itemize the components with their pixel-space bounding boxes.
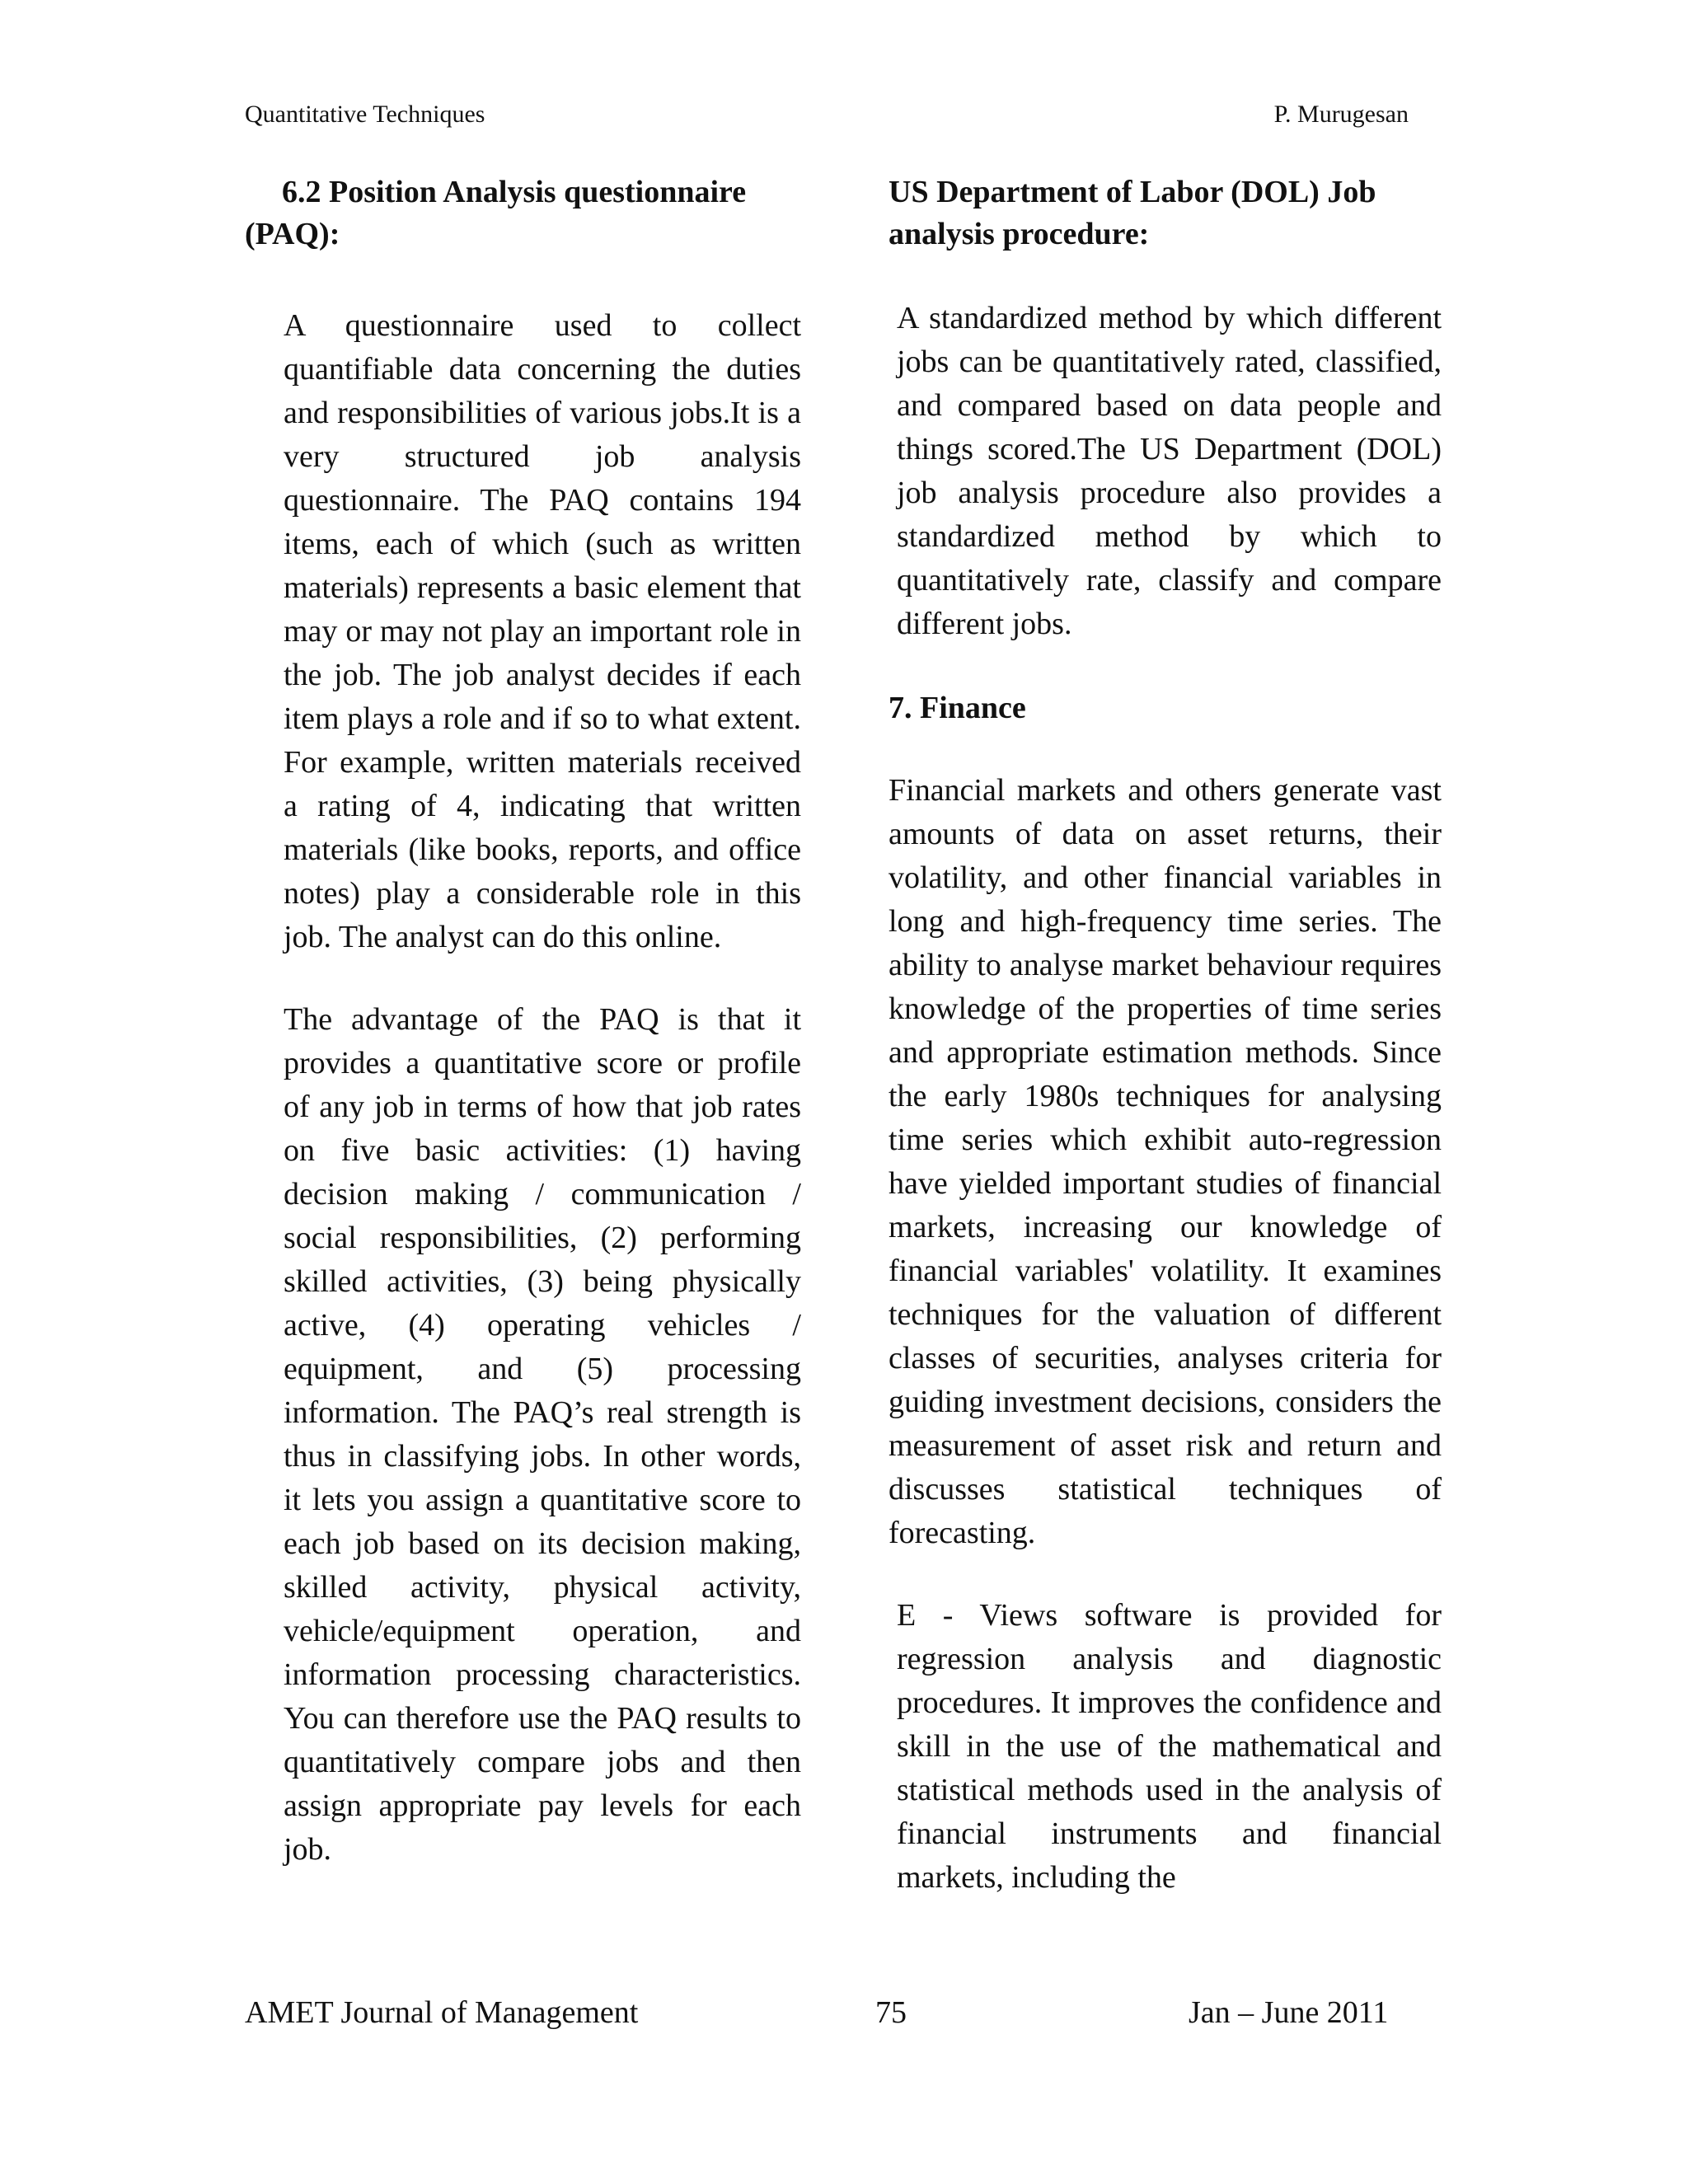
header-subject: Quantitative Techniques [245,101,485,128]
footer-journal-name: AMET Journal of Management [245,1995,639,2030]
paq-definition-paragraph: A questionnaire used to collect quantifiable data concerning the duties and responsibilities of various jobs.It is a very structured job analysis questionnaire. The PAQ contains 194 items, each of which (such as written materials) represents a basic element that may or may not play an important role in the job. The job analyst decides if each item plays a role and if so to what extent. For example, written materials received a rating of 4, indicating that written materials (like books, reports, and office notes) play a considerable role in this job. The analyst can do this online. [284,308,801,954]
footer-page-number: 75 [875,1995,907,2030]
dol-definition-paragraph: A standardized method by which different jobs can be quantitatively rated, classified, and compared based on data people and things scored.The US Department (DOL) job analysis procedure also provides a standardized method by which to quantitatively rate, classify and compare different jobs. [897,301,1442,641]
section-heading-dol: US Department of Labor (DOL) Job analysis procedure: [889,175,1376,251]
eviews-paragraph: E - Views software is provided for regression analysis and diagnostic procedures. It improves the confidence and skill in the use of the mathematical and statistical methods used in the analysis of financial instruments and financial markets, including the [897,1598,1442,1895]
left-column [245,171,801,1872]
section-heading-paq: 6.2 Position Analysis questionnaire (PAQ): [245,175,747,251]
footer-issue-date: Jan – June 2011 [1189,1995,1389,2030]
right-column [889,171,1442,1900]
running-footer [245,1994,1399,2036]
finance-paragraph: Financial markets and others generate vast amounts of data on asset returns, their volatility, and other financial variables in long and high-frequency time series. The ability to analyse market behaviour requires knowledge of the properties of time series and appropriate estimation methods. Since the early 1980s techniques for analysing time series which exhibit auto-regression have yielded important studies of financial markets, increasing our knowledge of financial variables' volatility. It examines techniques for the valuation of different classes of securities, analyses criteria for guiding investment decisions, considers the measurement of asset risk and return and discusses statistical techniques of forecasting. [889,773,1442,1550]
running-header [245,101,1409,129]
header-author: P. Murugesan [1273,101,1409,128]
paq-advantage-paragraph: The advantage of the PAQ is that it provides a quantitative score or profile of any job in terms of how that job rates on five basic activities: (1) having decision making / communication / social responsibilities, (2) performing skilled activities, (3) being physically active, (4) operating vehicles / equipment, and (5) processing information. The PAQ’s real strength is thus in classifying jobs. In other words, it lets you assign a quantitative score to each job based on its decision making, skilled activity, physical activity, vehicle/equipment operation, and information processing characteristics. You can therefore use the PAQ results to quantitatively compare jobs and then assign appropriate pay levels for each job. [284,1002,801,1867]
section-heading-finance: 7. Finance [889,691,1026,725]
